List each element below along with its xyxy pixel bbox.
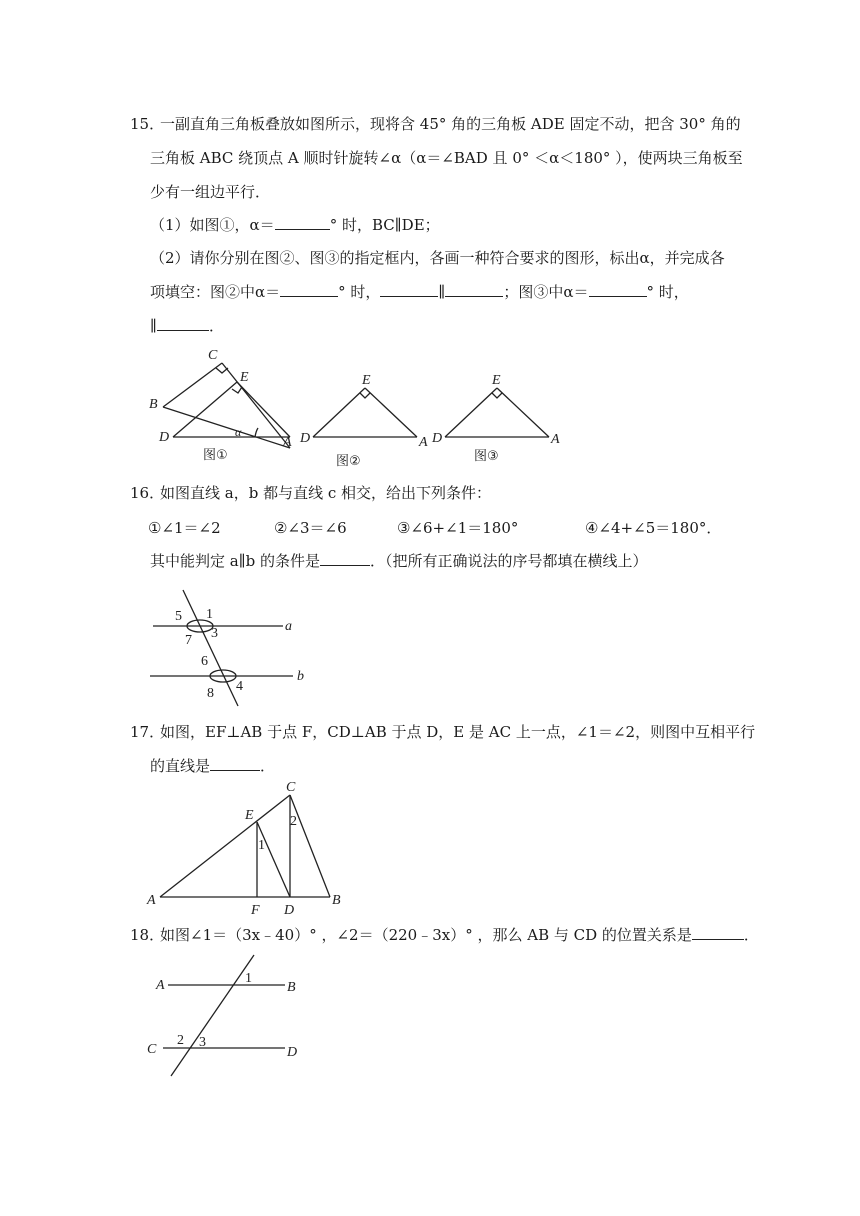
q18-line1 — [160, 925, 759, 945]
fig3-label-A: A — [551, 432, 560, 447]
q18-label-B: B — [287, 980, 296, 995]
q16-angle-3: 3 — [211, 626, 218, 641]
q17-period: ． — [260, 757, 276, 775]
q17-angle-2: 2 — [290, 814, 297, 829]
q17-angle-1: 1 — [258, 838, 265, 853]
fig3-caption: 图③ — [474, 449, 499, 464]
q16-number: 16． — [130, 484, 165, 502]
figure-3 — [445, 388, 549, 437]
fig2-caption: 图② — [336, 454, 361, 469]
q16-angle-6: 6 — [201, 654, 208, 669]
q16-line1: 如图直线 a，b 都与直线 c 相交，给出下列条件： — [160, 484, 492, 502]
q16-label-b: b — [297, 669, 304, 684]
fig2-label-D: D — [300, 431, 311, 446]
q15-blank-2[interactable] — [280, 282, 338, 297]
q15-part1-suffix: ° 时，BC∥DE； — [329, 216, 440, 234]
q15-blank-5[interactable] — [589, 282, 647, 297]
fig2-label-A: A — [419, 435, 428, 450]
fig3-label-D: D — [432, 431, 443, 446]
q18-label-A: A — [156, 978, 165, 993]
q15-line2: 三角板 ABC 绕顶点 A 顺时针旋转∠α（α＝∠BAD 且 0° ＜α＜180° ），使两块三角板至 — [150, 149, 743, 167]
q17-label-C: C — [286, 780, 296, 795]
q16-angle-7: 7 — [185, 633, 192, 648]
q18-angle-3: 3 — [199, 1035, 206, 1050]
q16-label-a: a — [285, 619, 292, 634]
q15-part1-prefix: （1）如图①，α＝ — [150, 216, 275, 234]
q16-note: ．（把所有正确说法的序号都填在横线上） — [370, 552, 648, 570]
q15-blank-3[interactable] — [380, 282, 438, 297]
q16-line3 — [150, 551, 648, 571]
q16-condition-1: ①∠1＝∠2 — [148, 519, 221, 537]
q18-angle-2: 2 — [177, 1033, 184, 1048]
fig1-label-alpha: α — [235, 425, 242, 439]
q15-part1 — [150, 215, 440, 235]
q15-parallel-symbol-2: ∥ — [150, 317, 157, 335]
q17-label-A: A — [147, 893, 156, 908]
q17-number: 17． — [130, 723, 165, 741]
q17-blank[interactable] — [210, 756, 260, 771]
q17-line2 — [150, 756, 275, 776]
q16-prompt: 其中能判定 a∥b 的条件是 — [150, 552, 321, 570]
q15-period: ． — [208, 317, 224, 335]
q15-part3-prefix: ；图③中α＝ — [503, 283, 589, 301]
q15-line3: 少有一组边平行． — [150, 183, 271, 201]
fig1-label-E: E — [240, 370, 249, 385]
q16-angle-5: 5 — [175, 609, 182, 624]
q17-prompt: 的直线是 — [150, 757, 211, 775]
q16-angle-4: 4 — [236, 679, 243, 694]
q18-blank[interactable] — [692, 925, 744, 940]
q15-part2-line2 — [150, 282, 689, 302]
q16-angle-1: 1 — [206, 607, 213, 622]
fig1-label-B: B — [149, 397, 158, 412]
q16-condition-2: ②∠3＝∠6 — [274, 519, 347, 537]
q15-part3-deg: ° 时， — [646, 283, 689, 301]
fig1-label-A: A — [283, 435, 292, 450]
q15-part2-line3 — [150, 316, 224, 336]
q17-label-F: F — [251, 903, 260, 918]
q18-prompt: 如图∠1＝（3x﹣40）° ，∠2＝（220﹣3x）° ，那么 AB 与 CD 的位置关系是 — [160, 926, 692, 944]
q18-label-C: C — [147, 1042, 157, 1057]
figure-2 — [313, 388, 417, 437]
q15-parallel-symbol: ∥ — [438, 283, 446, 301]
q18-label-D: D — [287, 1045, 298, 1060]
fig2-label-E: E — [362, 373, 371, 388]
fig1-label-D: D — [159, 430, 170, 445]
q17-line1: 如图，EF⊥AB 于点 F，CD⊥AB 于点 D，E 是 AC 上一点，∠1＝∠2，则图中互相平行 — [160, 723, 756, 741]
q18-angle-1: 1 — [245, 971, 252, 986]
q15-blank-6[interactable] — [157, 316, 209, 331]
fig3-label-E: E — [492, 373, 501, 388]
figure-1 — [163, 363, 290, 448]
q15-line1: 一副直角三角板叠放如图所示，现将含 45° 角的三角板 ADE 固定不动，把含 30° 角的 — [160, 115, 741, 133]
q17-label-D: D — [284, 903, 295, 918]
fig1-caption: 图① — [203, 448, 228, 463]
q15-number: 15． — [130, 115, 165, 133]
q15-blank-4[interactable] — [445, 282, 503, 297]
line-c — [183, 590, 238, 706]
q17-label-E: E — [245, 808, 254, 823]
q16-condition-3: ③∠6+∠1＝180° — [397, 519, 519, 537]
q15-part2-prefix: 项填空：图②中α＝ — [150, 283, 281, 301]
fig1-label-C: C — [208, 348, 218, 363]
q15-blank-1[interactable] — [275, 215, 330, 230]
q17-label-B: B — [332, 893, 341, 908]
q18-period: ． — [743, 926, 759, 944]
q15-part2-line1: （2）请你分别在图②、图③的指定框内，各画一种符合要求的图形，标出α，并完成各 — [150, 249, 725, 267]
q16-condition-4: ④∠4+∠5＝180°． — [585, 519, 722, 537]
q16-blank[interactable] — [320, 551, 370, 566]
q18-number: 18． — [130, 926, 165, 944]
q16-angle-8: 8 — [207, 686, 214, 701]
q15-part2-deg: ° 时， — [338, 283, 381, 301]
